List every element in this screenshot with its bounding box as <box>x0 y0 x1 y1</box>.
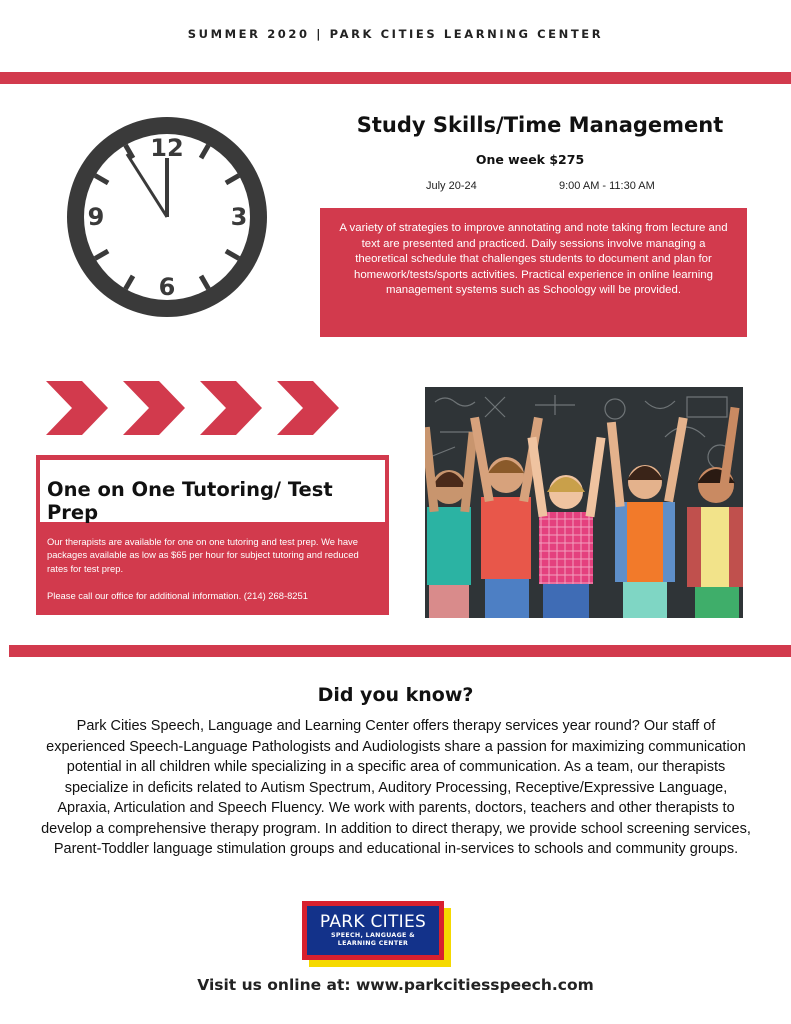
chevron-right-icon <box>123 381 185 435</box>
study-skills-dates: July 20-24 <box>426 180 477 192</box>
logo-sub-text-1: SPEECH, LANGUAGE & <box>331 932 415 939</box>
study-skills-title: Study Skills/Time Management <box>356 113 724 137</box>
middle-divider-band <box>9 645 791 657</box>
children-photo <box>425 387 743 618</box>
clock-numeral-6: 6 <box>158 273 176 301</box>
park-cities-logo <box>302 901 451 967</box>
clock-numeral-12: 12 <box>150 134 184 162</box>
clock-icon <box>60 110 274 324</box>
logo-main-text: PARK CITIES <box>319 912 427 932</box>
tutoring-description: Our therapists are available for one on one tutoring and test prep. We have packages available as low as $65 per hour for subject tutoring and reduced rates for test prep. <box>47 536 359 574</box>
study-skills-price: One week $275 <box>475 152 585 167</box>
logo-sub-text-2: LEARNING CENTER <box>337 940 409 947</box>
did-you-know-title: Did you know? <box>317 684 474 706</box>
did-you-know-body: Park Cities Speech, Language and Learning Center offers therapy services year round? Our staff of experienced Speech-Language Pathologists and Audiologists share a passion for maximizing communication potential in all children while specializing in a specific area of communication. As a team, our therapists specialize in deficits related to Autism Spectrum, Auditory Processing, Receptive/Expressive Language, Apraxia, Articulation and Speech Fluency. We work with parents, doctors, teachers and other therapists to develop a comprehensive therapy program. In addition to direct therapy, we provide school screening services, Parent-Toddler language stimulation groups and educational in-services to schools and community groups. <box>41 718 751 857</box>
logo-blue-panel <box>307 906 439 955</box>
chevron-right-icon <box>46 381 108 435</box>
header-title: SUMMER 2020 | PARK CITIES LEARNING CENTER <box>187 27 604 41</box>
chevron-arrows <box>46 381 340 435</box>
study-skills-description: A variety of strategies to improve annotating and note taking from lecture and text are presented and practiced. Daily sessions involve managing a theoretical schedule that challenges students to document and plan for homework/tests/sports activities. Practical experience in online learning management systems such as Schoology will be provided. <box>320 208 747 337</box>
chevron-right-icon <box>277 381 339 435</box>
clock-numeral-9: 9 <box>87 203 105 231</box>
tutoring-contact: Please call our office for additional information. (214) 268-8251 <box>47 590 308 601</box>
top-divider-band <box>0 72 791 84</box>
tutoring-title: One on One Tutoring/ Test Prep <box>47 478 333 524</box>
website-link[interactable]: Visit us online at: www.parkcitiesspeech.com <box>197 976 594 994</box>
study-skills-time: 9:00 AM - 11:30 AM <box>559 180 655 192</box>
clock-numeral-3: 3 <box>230 203 248 231</box>
chevron-right-icon <box>200 381 262 435</box>
